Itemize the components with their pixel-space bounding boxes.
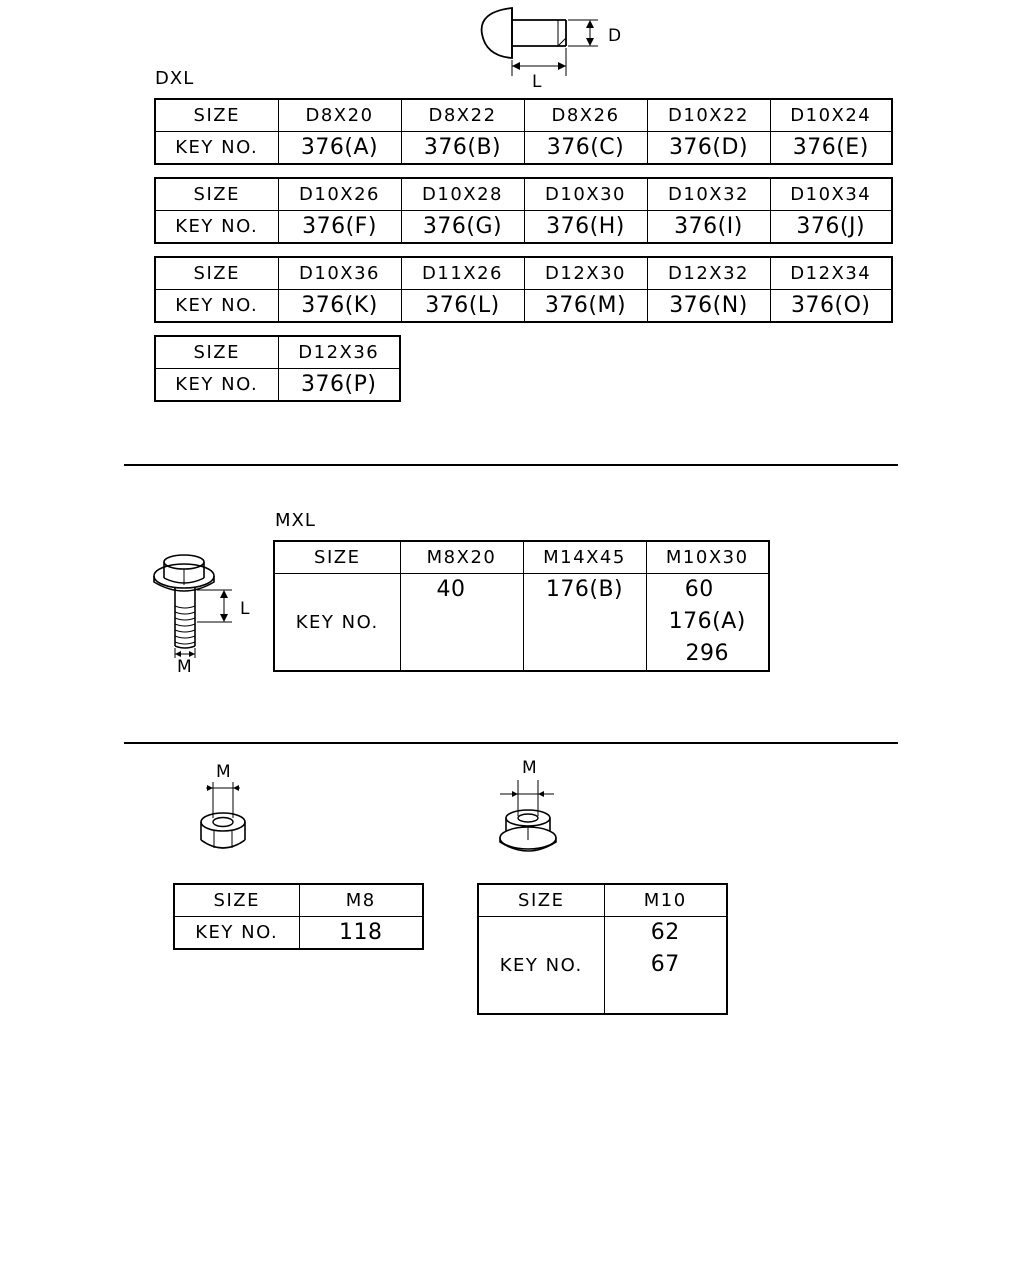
size-cell: D12X36: [278, 336, 400, 369]
key-cell: 376(O): [770, 290, 892, 323]
key-row: [155, 290, 892, 323]
key-value: 40: [436, 577, 466, 602]
section-divider: [124, 742, 898, 744]
flange-nut-diagram: [492, 756, 582, 856]
key-cell: 376(P): [278, 369, 400, 402]
key-cell: 376(A): [278, 132, 401, 165]
key-row: [155, 211, 892, 244]
size-cell: M10: [604, 884, 727, 917]
rivet-table-2: [154, 177, 893, 244]
rivet-table-3: [154, 256, 893, 323]
key-cell: 376(D): [647, 132, 770, 165]
key-cell: 376(I): [647, 211, 770, 244]
nut-m10-m-label: M: [522, 758, 537, 778]
key-cell: 376(N): [647, 290, 770, 323]
size-header: SIZE: [274, 541, 400, 574]
size-row: [155, 257, 892, 290]
size-row: [155, 178, 892, 211]
bolt-table: [273, 540, 770, 672]
nut-m8-table: [173, 883, 424, 950]
key-header: KEY NO.: [274, 574, 400, 672]
key-value: 60: [684, 577, 714, 602]
key-cell: 118: [299, 917, 423, 950]
key-header: KEY NO.: [478, 917, 604, 1015]
size-cell: D8X20: [278, 99, 401, 132]
nut-m8-m-label: M: [216, 762, 231, 782]
key-cell: 376(L): [401, 290, 524, 323]
key-cell: [646, 574, 769, 672]
size-cell: D10X24: [770, 99, 892, 132]
size-cell: D11X26: [401, 257, 524, 290]
key-header: KEY NO.: [155, 290, 278, 323]
key-cell: 376(G): [401, 211, 524, 244]
key-header: KEY NO.: [155, 369, 278, 402]
size-cell: D10X32: [647, 178, 770, 211]
size-cell: D8X26: [524, 99, 647, 132]
size-cell: D10X30: [524, 178, 647, 211]
key-value: 176(B): [545, 577, 624, 602]
bolt-dim-label: MXL: [275, 510, 316, 531]
size-header: SIZE: [155, 257, 278, 290]
bolt-m-label: M: [177, 657, 192, 677]
key-cell: 376(E): [770, 132, 892, 165]
size-row: [155, 99, 892, 132]
key-row: [478, 917, 727, 1015]
size-row: [478, 884, 727, 917]
key-value: 62: [650, 920, 680, 945]
size-row: [155, 336, 400, 369]
bolt-l-label: L: [240, 599, 250, 619]
size-header: SIZE: [174, 884, 299, 917]
key-row: [155, 369, 400, 402]
rivet-table-1: [154, 98, 893, 165]
size-cell: D10X26: [278, 178, 401, 211]
key-value: 67: [650, 952, 680, 977]
key-cell: 376(C): [524, 132, 647, 165]
key-header: KEY NO.: [155, 132, 278, 165]
size-header: SIZE: [155, 99, 278, 132]
key-header: KEY NO.: [174, 917, 299, 950]
flange-bolt-diagram: [148, 548, 268, 678]
rivet-l-label: L: [532, 72, 542, 92]
size-cell: D12X34: [770, 257, 892, 290]
size-header: SIZE: [155, 178, 278, 211]
section-divider: [124, 464, 898, 466]
size-cell: D12X30: [524, 257, 647, 290]
key-cell: [400, 574, 523, 672]
rivet-dim-label: DXL: [155, 68, 195, 89]
nut-m10-table: [477, 883, 728, 1015]
rivet-table-4: [154, 335, 401, 402]
key-header: KEY NO.: [155, 211, 278, 244]
size-row: [174, 884, 423, 917]
key-cell: 376(M): [524, 290, 647, 323]
hex-nut-diagram: [190, 760, 270, 860]
size-row: [274, 541, 769, 574]
key-cell: 376(K): [278, 290, 401, 323]
size-cell: D10X28: [401, 178, 524, 211]
key-row: [155, 132, 892, 165]
size-header: SIZE: [155, 336, 278, 369]
size-cell: M8X20: [400, 541, 523, 574]
size-cell: M14X45: [523, 541, 646, 574]
size-cell: D10X22: [647, 99, 770, 132]
key-cell: 376(J): [770, 211, 892, 244]
size-cell: D10X34: [770, 178, 892, 211]
key-cell: [604, 917, 727, 1015]
key-value: 176(A): [668, 609, 746, 634]
size-header: SIZE: [478, 884, 604, 917]
key-cell: 376(F): [278, 211, 401, 244]
key-cell: [523, 574, 646, 672]
key-cell: 376(B): [401, 132, 524, 165]
key-value: 296: [685, 641, 729, 666]
size-cell: D8X22: [401, 99, 524, 132]
key-cell: 376(H): [524, 211, 647, 244]
size-cell: M10X30: [646, 541, 769, 574]
rivet-diagram: [470, 0, 630, 90]
rivet-d-label: D: [608, 26, 622, 46]
size-cell: D10X36: [278, 257, 401, 290]
key-row: [274, 574, 769, 672]
key-row: [174, 917, 423, 950]
size-cell: M8: [299, 884, 423, 917]
size-cell: D12X32: [647, 257, 770, 290]
